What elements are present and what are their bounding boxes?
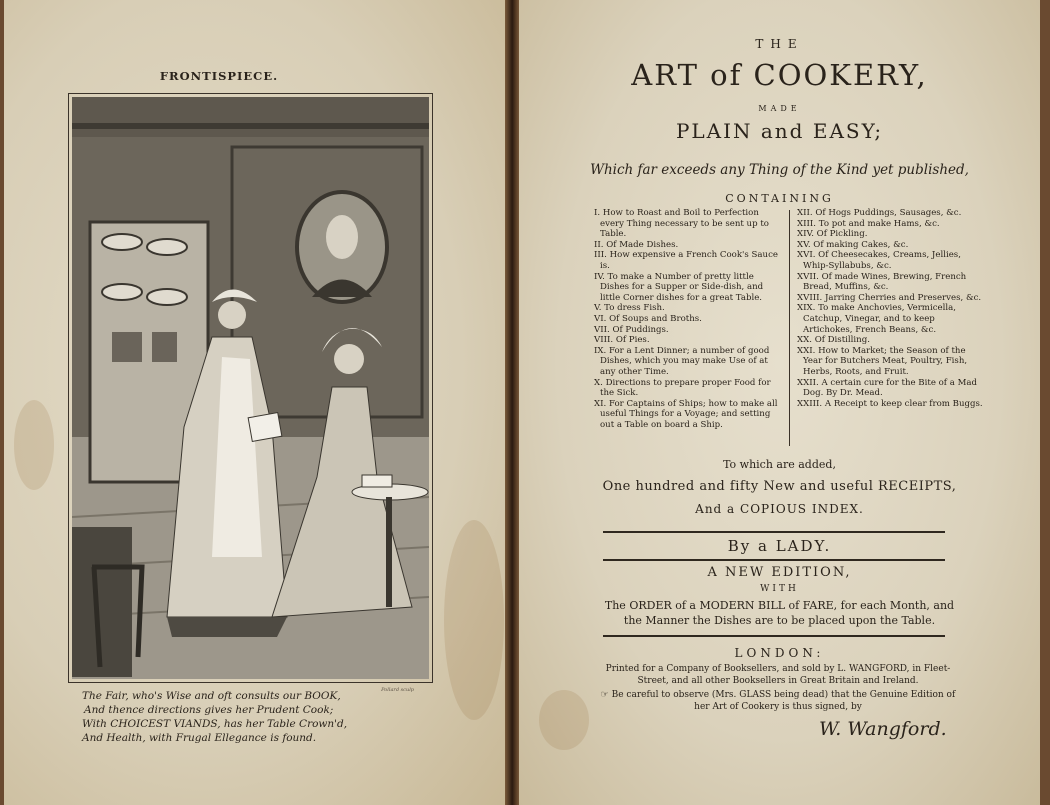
with-line: WITH: [760, 584, 799, 594]
contents-item: XXI. How to Market; the Season of the Year for Butchers Meat, Poultry, Fish, Herbs, Roots, and Fruit.: [797, 345, 968, 377]
contents-item: XVI. Of Cheesecakes, Creams, Jellies, Whip-Syllabubs, &c.: [797, 250, 961, 271]
imprint-city: LONDON:: [734, 646, 825, 660]
engraver-credit: Pollard sculp: [381, 687, 414, 693]
verse-line: And thence directions gives her Prudent Cook;: [84, 704, 334, 716]
verse-line: With CHOICEST VIANDS, has her Table Crown'd,: [82, 718, 348, 730]
contents-item: IX. For a Lent Dinner; a number of good Dishes, which you may make Use of at any other Time.: [594, 345, 770, 377]
contents-item: VII. Of Puddings.: [594, 324, 669, 335]
book-title: ART of COOKERY,: [631, 58, 928, 92]
divider-rule: [603, 531, 945, 533]
imprint-text: Printed for a Company of Booksellers, and sold by L. WANGFORD, in Fleet-Street, and all other Booksellers in Great Britain and Ireland.: [605, 664, 951, 686]
genuine-edition-notice: [598, 690, 958, 713]
contents-item: VI. Of Soups and Broths.: [594, 313, 702, 324]
bill-of-fare-line: The ORDER of a MODERN BILL of FARE, for each Month, and: [604, 599, 955, 612]
index-line: And a COPIOUS INDEX.: [695, 502, 864, 516]
author-line: By a LADY.: [727, 537, 832, 555]
edition-line: A NEW EDITION,: [707, 565, 852, 580]
publisher-signature: W. Wangford.: [819, 718, 947, 740]
contents-item: IV. To make a Number of pretty little Dishes for a Supper or Side-dish, and little Corner dishes for a great Table.: [594, 271, 764, 303]
contents-item: XII. Of Hogs Puddings, Sausages, &c.: [797, 208, 962, 218]
engraving-illustration: [72, 97, 429, 679]
contents-item: XV. Of making Cakes, &c.: [797, 239, 909, 250]
containing-heading: CONTAINING: [725, 192, 834, 205]
contents-item: XI. For Captains of Ships; how to make all useful Things for a Voyage; and setting out a Table on board a Ship.: [594, 398, 778, 430]
contents-item: VIII. Of Pies.: [594, 335, 650, 346]
contents-item: XXIII. A Receipt to keep clear from Buggs.: [797, 398, 983, 409]
contents-column-left: [594, 208, 781, 430]
title-page: [519, 0, 1050, 805]
kitchen-scene-engraving: [72, 97, 429, 679]
frontispiece-verse: [82, 689, 442, 745]
contents-item: III. How expensive a French Cook's Sauce is.: [594, 250, 778, 271]
contents-item: XIII. To pot and make Hams, &c.: [797, 218, 940, 229]
pointing-hand-icon: ☞: [600, 690, 612, 700]
contents-item: XVIII. Jarring Cherries and Preserves, &c.: [797, 292, 982, 303]
contents-item: I. How to Roast and Boil to Perfection every Thing necessary to be sent up to Table.: [594, 208, 769, 240]
divider-rule: [603, 559, 945, 561]
added-line: To which are added,: [723, 458, 836, 471]
receipts-line: One hundred and fifty New and useful RECEIPTS,: [602, 479, 957, 494]
verse-line: And Health, with Frugal Ellegance is found.: [82, 732, 317, 744]
contents-item: V. To dress Fish.: [594, 303, 665, 314]
title-the: THE: [755, 37, 804, 51]
contents-item: XXII. A certain cure for the Bite of a Mad Dog. By Dr. Mead.: [797, 377, 977, 399]
stain: [444, 520, 504, 720]
contents-item: X. Directions to prepare proper Food for the Sick.: [594, 377, 771, 399]
left-page: [0, 0, 506, 805]
contents-item: II. Of Made Dishes.: [594, 239, 679, 250]
contents-item: XVII. Of made Wines, Brewing, French Bread, Muffins, &c.: [797, 271, 967, 293]
title-made: MADE: [758, 104, 801, 113]
column-divider: [789, 210, 790, 446]
engraving-plate: [68, 93, 433, 683]
divider-rule: [603, 635, 945, 637]
book-subtitle: PLAIN and EASY;: [675, 119, 884, 143]
stain: [539, 690, 589, 750]
frontispiece-label: FRONTISPIECE.: [159, 69, 279, 83]
stain: [14, 400, 54, 490]
contents-item: XIX. To make Anchovies, Vermicella, Catchup, Vinegar, and to keep Artichokes, French Beans, &c.: [797, 303, 956, 335]
contents-column-right: [797, 208, 984, 409]
manner-line: the Manner the Dishes are to be placed upon the Table.: [623, 614, 936, 627]
contents-item: XIV. Of Pickling.: [797, 229, 868, 240]
contents-item: XX. Of Distilling.: [797, 335, 870, 346]
title-tagline: Which far exceeds any Thing of the Kind yet published,: [590, 162, 969, 178]
verse-line: The Fair, who's Wise and oft consults our BOOK,: [82, 690, 341, 702]
genuine-edition-text: Be careful to observe (Mrs. GLASS being dead) that the Genuine Edition of her Art of Cookery is thus signed, by: [611, 690, 956, 712]
